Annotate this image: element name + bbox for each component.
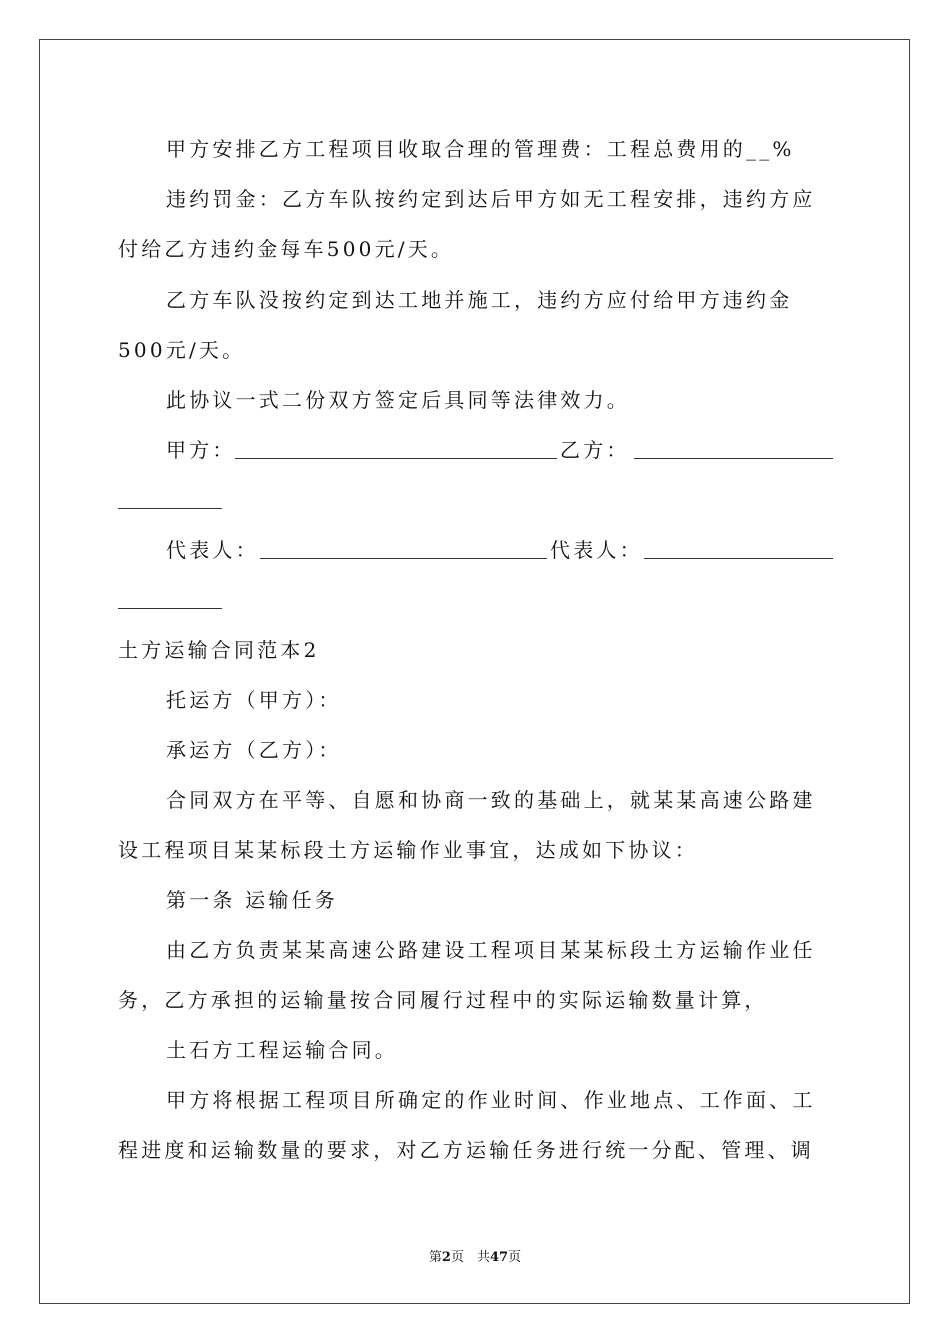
paragraph-copies: 此协议一式二份双方签定后具同等法律效力。: [166, 388, 630, 412]
paragraph-schedule-line2: 程进度和运输数量的要求，对乙方运输任务进行统一分配、管理、调: [118, 1138, 814, 1162]
signature-rep-b-blank-cont: [118, 588, 222, 609]
paragraph-schedule-line1: 甲方将根据工程项目所确定的作业时间、作业地点、工作面、工: [166, 1088, 816, 1112]
consignor-line: 托运方（甲方）：: [166, 688, 342, 712]
signature-party-a-blank: [235, 438, 557, 459]
paragraph-agreement-line1: 合同双方在平等、自愿和协商一致的基础上，就某某高速公路建: [166, 788, 816, 812]
footer-mid: 页 共: [450, 1250, 490, 1265]
paragraph-task-line2: 务，乙方承担的运输量按合同履行过程中的实际运输数量计算，: [118, 988, 768, 1012]
page-footer: [0, 1246, 950, 1265]
paragraph-task-line1: 由乙方负责某某高速公路建设工程项目某某标段土方运输作业任: [166, 938, 816, 962]
signature-party-b-blank-cont: [118, 488, 222, 509]
paragraph-late-line1: 乙方车队没按约定到达工地并施工，违约方应付给甲方违约金: [166, 288, 793, 312]
footer-total-pages: 47: [489, 1250, 509, 1265]
section-title: 土方运输合同范本2: [118, 638, 320, 662]
article-heading: 第一条 运输任务: [166, 888, 338, 912]
paragraph-management-fee: 甲方安排乙方工程项目收取合理的管理费：工程总费用的__%: [166, 137, 795, 161]
signature-rep-a-blank: [260, 538, 547, 559]
footer-suffix: 页: [508, 1250, 522, 1265]
signature-rep-b-blank: [644, 538, 833, 559]
footer-page-number: 2: [441, 1250, 451, 1265]
signature-party-a-label: 甲方：: [166, 438, 236, 462]
footer-prefix: 第: [428, 1250, 442, 1265]
paragraph-late-line2: 500元/天。: [118, 338, 246, 362]
page-border: [39, 39, 910, 1304]
paragraph-penalty-line1: 违约罚金：乙方车队按约定到达后甲方如无工程安排，违约方应: [166, 187, 816, 211]
signature-rep-a-label: 代表人：: [166, 538, 259, 562]
paragraph-agreement-line2: 设工程项目某某标段土方运输作业事宜，达成如下协议：: [118, 838, 698, 862]
signature-party-b-label: 乙方：: [560, 438, 630, 462]
carrier-line: 承运方（乙方）：: [166, 738, 342, 762]
paragraph-contract-note: 土石方工程运输合同。: [166, 1038, 398, 1062]
signature-rep-b-label: 代表人：: [550, 538, 643, 562]
paragraph-penalty-line2: 付给乙方违约金每车500元/天。: [118, 237, 455, 261]
signature-party-b-blank: [634, 438, 833, 459]
